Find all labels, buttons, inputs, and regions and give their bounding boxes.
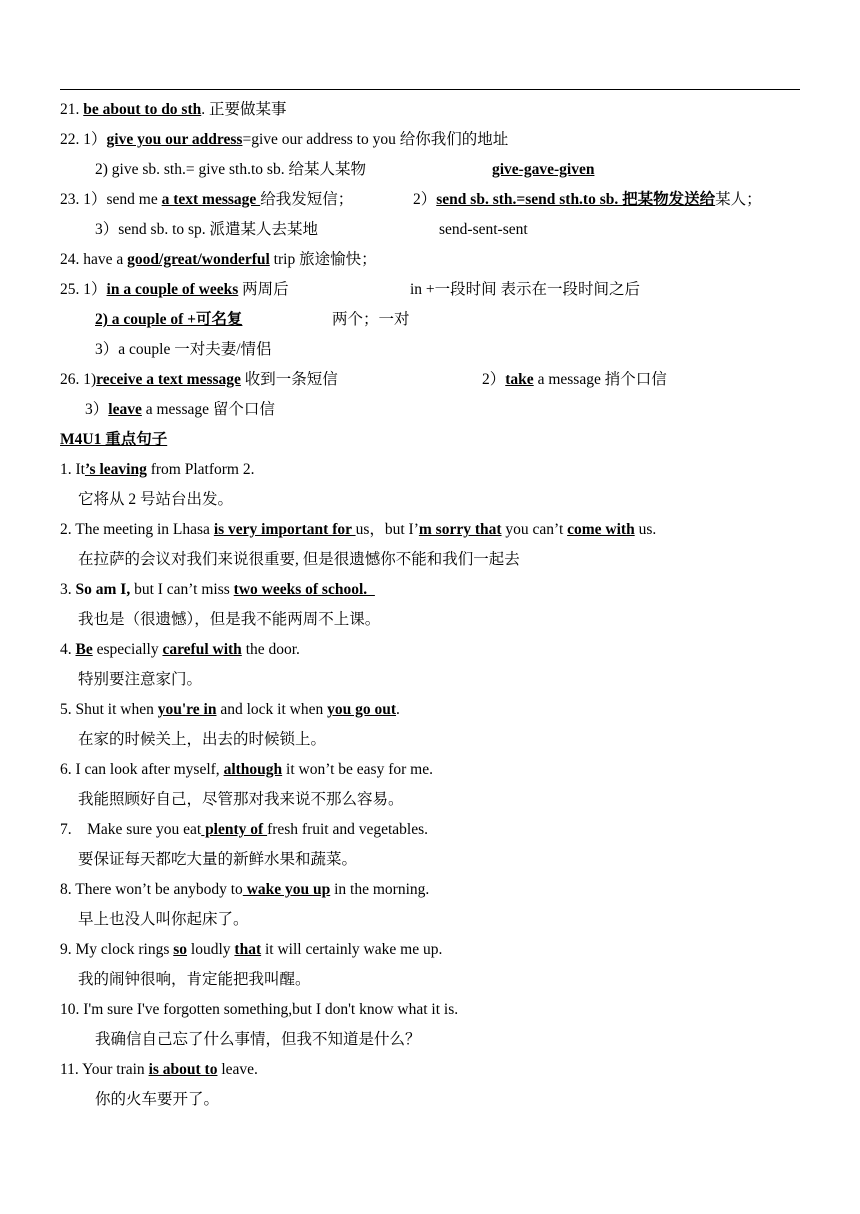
- sentence-11: 11. Your train is about to leave.: [60, 1061, 258, 1078]
- vocab-item-25-2-meaning: 两个；一对: [332, 311, 410, 328]
- sentence-2: 2. The meeting in Lhasa is very important for us，but I’m sorry that you can’t come with us.: [60, 521, 657, 538]
- sentence-2-translation: 在拉萨的会议对我们来说很重要, 但是很遗憾你不能和我们一起去: [78, 551, 520, 568]
- section-title: M4U1 重点句子: [60, 431, 168, 448]
- sentence-9-translation: 我的闹钟很响，肯定能把我叫醒。: [78, 971, 311, 988]
- sentence-10: 10. I'm sure I've forgotten something,but I don't know what it is.: [60, 1001, 459, 1018]
- vocab-item-24: 24. have a good/great/wonderful trip 旅途愉快；: [60, 251, 377, 268]
- vocab-item-22-1: 22. 1）give you our address=give our address to you 给你我们的地址: [60, 131, 509, 148]
- sentence-7: 7. Make sure you eat plenty of fresh fruit and vegetables.: [60, 821, 429, 838]
- header-rule: [60, 89, 800, 90]
- vocab-item-26-3: 3）leave a message 留个口信: [85, 401, 275, 418]
- sentence-6: 6. I can look after myself, although it won’t be easy for me.: [60, 761, 433, 778]
- vocab-item-23-3: 3）send sb. to sp. 派遣某人去某地: [95, 221, 319, 238]
- sentence-6-translation: 我能照顾好自己，尽管那对我来说不那么容易。: [78, 791, 404, 808]
- vocab-item-22-2: 2) give sb. sth.= give sth.to sb. 给某人某物: [95, 161, 366, 178]
- sentence-8: 8. There won’t be anybody to wake you up in the morning.: [60, 881, 430, 898]
- vocab-item-25-2: 2) a couple of +可名复: [95, 311, 243, 328]
- vocab-item-25-note: in +一段时间 表示在一段时间之后: [410, 281, 641, 298]
- vocab-item-22-forms: give-gave-given: [492, 161, 595, 178]
- vocab-item-23-forms: send-sent-sent: [439, 221, 528, 238]
- sentence-7-translation: 要保证每天都吃大量的新鲜水果和蔬菜。: [78, 851, 358, 868]
- vocab-item-26-2: 2）take a message 捎个口信: [482, 371, 667, 388]
- sentence-1-translation: 它将从 2 号站台出发。: [78, 491, 234, 508]
- vocab-item-23-1: 23. 1）send me a text message 给我发短信；: [60, 191, 354, 208]
- vocab-item-25-1: 25. 1）in a couple of weeks 两周后: [60, 281, 289, 298]
- vocab-item-25-3: 3）a couple 一对夫妻/情侣: [95, 341, 272, 358]
- sentence-8-translation: 早上也没人叫你起床了。: [78, 911, 249, 928]
- sentence-5-translation: 在家的时候关上，出去的时候锁上。: [78, 731, 327, 748]
- sentence-4: 4. Be especially careful with the door.: [60, 641, 300, 658]
- vocab-item-23-2: 2）send sb. sth.=send sth.to sb. 把某物发送给某人；: [413, 191, 762, 208]
- vocab-item-21: 21. be about to do sth. 正要做某事: [60, 101, 287, 118]
- sentence-3: 3. So am I, but I can’t miss two weeks of school.: [60, 581, 375, 598]
- sentence-3-translation: 我也是（很遗憾），但是我不能两周不上课。: [78, 611, 381, 628]
- vocab-item-26-1: 26. 1)receive a text message 收到一条短信: [60, 371, 338, 388]
- sentence-9: 9. My clock rings so loudly that it will certainly wake me up.: [60, 941, 443, 958]
- sentence-10-translation: 我确信自己忘了什么事情，但我不知道是什么？: [95, 1031, 421, 1048]
- sentence-5: 5. Shut it when you're in and lock it when you go out.: [60, 701, 400, 718]
- sentence-4-translation: 特别要注意家门。: [78, 671, 203, 688]
- sentence-1: 1. It’s leaving from Platform 2.: [60, 461, 255, 478]
- sentence-11-translation: 你的火车要开了。: [95, 1091, 220, 1108]
